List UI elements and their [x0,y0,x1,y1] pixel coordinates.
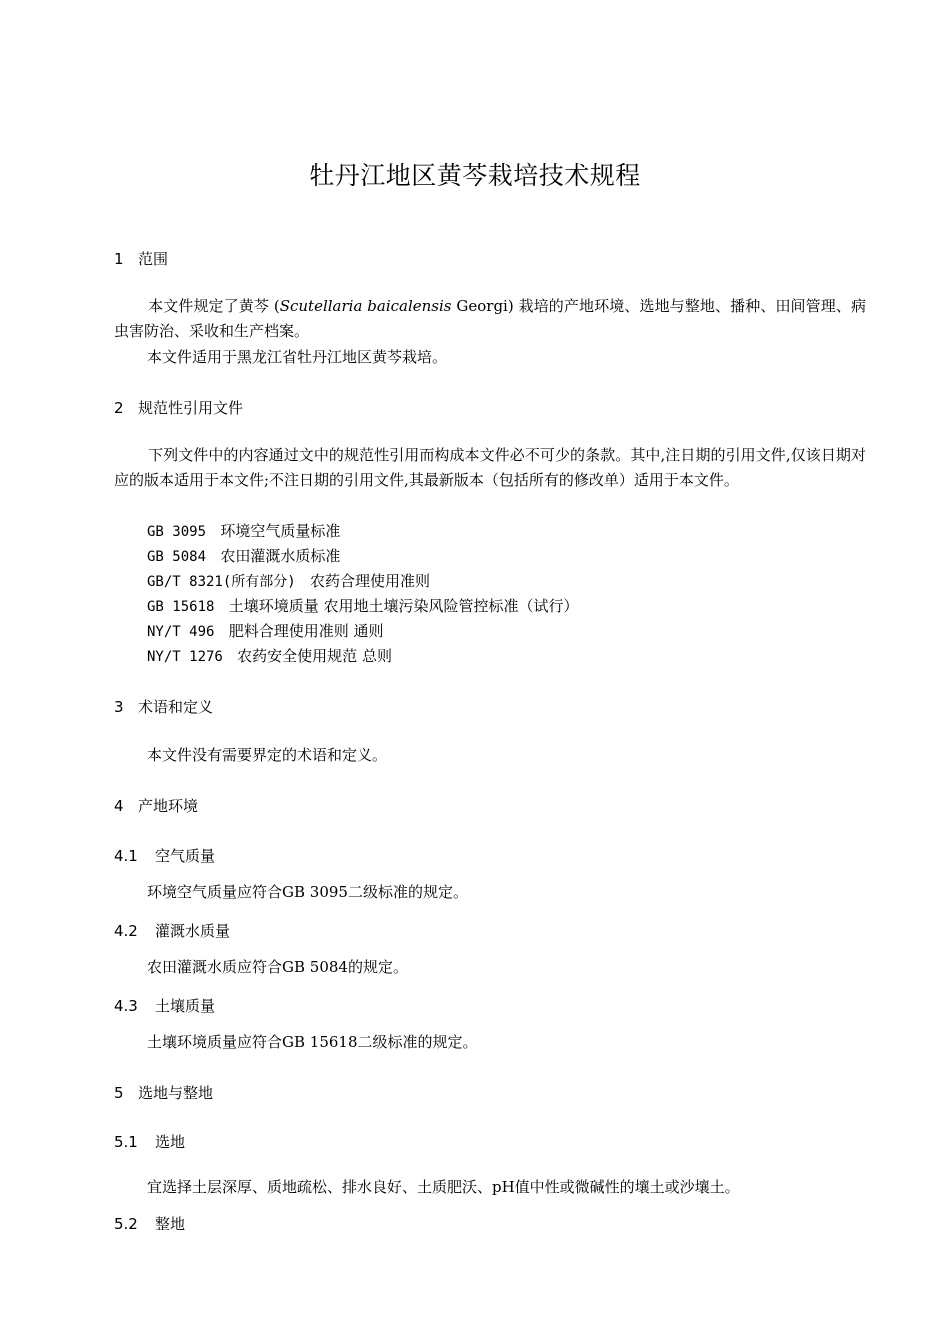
reference-item: GB 15618 土壤环境质量 农用地土壤污染风险管控标准（试行） [147,597,579,615]
subsection-4-1-heading [114,845,215,866]
section-4-heading [114,795,198,816]
subsection-number: 4.1 [114,847,138,865]
subsection-4-2-heading [114,920,230,941]
section-number: 3 [114,698,124,716]
subsection-5-2-heading [114,1213,185,1234]
scope-paragraph [114,294,866,343]
air-quality-text: 环境空气质量应符合GB 3095二级标准的规定。 [147,883,468,901]
section-title: 规范性引用文件 [138,399,244,417]
subsection-title: 整地 [155,1215,186,1233]
section-number: 2 [114,399,124,417]
section-title: 范围 [138,250,169,268]
site-selection-text: 宜选择土层深厚、质地疏松、排水良好、土质肥沃、pH值中性或微碱性的壤土或沙壤土。 [147,1178,740,1196]
section-number: 1 [114,250,124,268]
section-2-heading [114,397,243,418]
section-1-heading [114,248,168,269]
subsection-number: 5.2 [114,1215,138,1233]
scope-text-b: Georgi) 栽培的产地环境、选地与整地、播种、田间管理、病虫害防治、采收和生产档案。 [114,297,866,340]
section-number: 4 [114,797,124,815]
subsection-5-1-heading [114,1131,185,1152]
scope-text-a: 本文件规定了黄芩 ( [148,297,280,315]
scope-applicability: 本文件适用于黑龙江省牡丹江地区黄芩栽培。 [147,348,448,366]
reference-item: NY/T 1276 农药安全使用规范 总则 [147,647,392,665]
document-title: 牡丹江地区黄芩栽培技术规程 [309,161,641,190]
terms-paragraph: 本文件没有需要界定的术语和定义。 [147,746,388,764]
subsection-title: 空气质量 [155,847,216,865]
subsection-title: 土壤质量 [155,997,216,1015]
normative-references-paragraph [114,443,866,492]
section-title: 术语和定义 [138,698,214,716]
reference-item: GB 3095 环境空气质量标准 [147,522,341,540]
subsection-title: 灌溉水质量 [155,922,231,940]
reference-item: GB 5084 农田灌溉水质标准 [147,547,341,565]
references-intro: 下列文件中的内容通过文中的规范性引用而构成本文件必不可少的条款。其中,注日期的引用文件,仅该日期对应的版本适用于本文件;不注日期的引用文件,其最新版本（包括所有的修改单）适用于本文件。 [114,446,866,489]
reference-item: GB/T 8321(所有部分) 农药合理使用准则 [147,572,431,590]
subsection-number: 5.1 [114,1133,138,1151]
section-3-heading [114,696,213,717]
section-5-heading [114,1082,213,1103]
subsection-4-3-heading [114,995,215,1016]
irrigation-water-text: 农田灌溉水质应符合GB 5084的规定。 [147,958,408,976]
soil-quality-text: 土壤环境质量应符合GB 15618二级标准的规定。 [147,1033,478,1051]
subsection-title: 选地 [155,1133,186,1151]
section-number: 5 [114,1084,124,1102]
latin-name: Scutellaria baicalensis [279,297,452,315]
subsection-number: 4.3 [114,997,138,1015]
reference-item: NY/T 496 肥料合理使用准则 通则 [147,622,384,640]
section-title: 选地与整地 [138,1084,214,1102]
section-title: 产地环境 [138,797,199,815]
subsection-number: 4.2 [114,922,138,940]
